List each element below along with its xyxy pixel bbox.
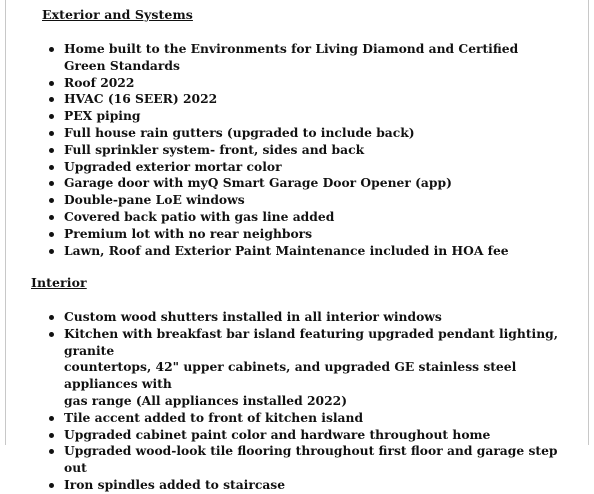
list-item: Upgraded cabinet paint color and hardware throughout home <box>46 427 574 444</box>
bullet-icon <box>49 131 54 136</box>
bullet-icon <box>49 483 54 488</box>
bullet-icon <box>49 198 54 203</box>
bullet-icon <box>49 315 54 320</box>
page-border-left <box>5 0 6 445</box>
bullet-icon <box>49 332 54 337</box>
list-item: Premium lot with no rear neighbors <box>46 226 574 243</box>
list-item: Double-pane LoE windows <box>46 192 574 209</box>
interior-features-list <box>46 309 574 494</box>
page-border-right <box>588 0 589 445</box>
list-item: Home built to the Environments for Living Diamond and Certified Green Standards <box>46 41 574 75</box>
bullet-icon <box>49 181 54 186</box>
list-item: Roof 2022 <box>46 75 574 92</box>
bullet-icon <box>49 148 54 153</box>
list-item: Tile accent added to front of kitchen island <box>46 410 574 427</box>
bullet-icon <box>49 165 54 170</box>
list-item: Upgraded wood-look tile flooring throughout first floor and garage step out <box>46 443 574 477</box>
interior-section-heading: Interior <box>31 275 87 290</box>
bullet-icon <box>49 97 54 102</box>
bullet-icon <box>49 47 54 52</box>
list-item: PEX piping <box>46 108 574 125</box>
list-item: Kitchen with breakfast bar island featuring upgraded pendant lighting, granite countertops, 42" upper cabinets, and upgraded GE stainless steel appliances with gas range (All appliances installed 2022) <box>46 326 574 410</box>
list-item: Full sprinkler system- front, sides and back <box>46 142 574 159</box>
bullet-icon <box>49 232 54 237</box>
bullet-icon <box>49 433 54 438</box>
list-item: Lawn, Roof and Exterior Paint Maintenance included in HOA fee <box>46 243 574 260</box>
bullet-icon <box>49 215 54 220</box>
list-item: Iron spindles added to staircase <box>46 477 574 494</box>
bullet-icon <box>49 249 54 254</box>
list-item: Covered back patio with gas line added <box>46 209 574 226</box>
list-item: Garage door with myQ Smart Garage Door Opener (app) <box>46 175 574 192</box>
list-item: Custom wood shutters installed in all interior windows <box>46 309 574 326</box>
list-item: Upgraded exterior mortar color <box>46 159 574 176</box>
bullet-icon <box>49 81 54 86</box>
bullet-icon <box>49 416 54 421</box>
bullet-icon <box>49 114 54 119</box>
exterior-features-list <box>46 41 574 259</box>
exterior-section-heading: Exterior and Systems <box>42 7 193 22</box>
list-item: HVAC (16 SEER) 2022 <box>46 91 574 108</box>
list-item: Full house rain gutters (upgraded to include back) <box>46 125 574 142</box>
bullet-icon <box>49 449 54 454</box>
